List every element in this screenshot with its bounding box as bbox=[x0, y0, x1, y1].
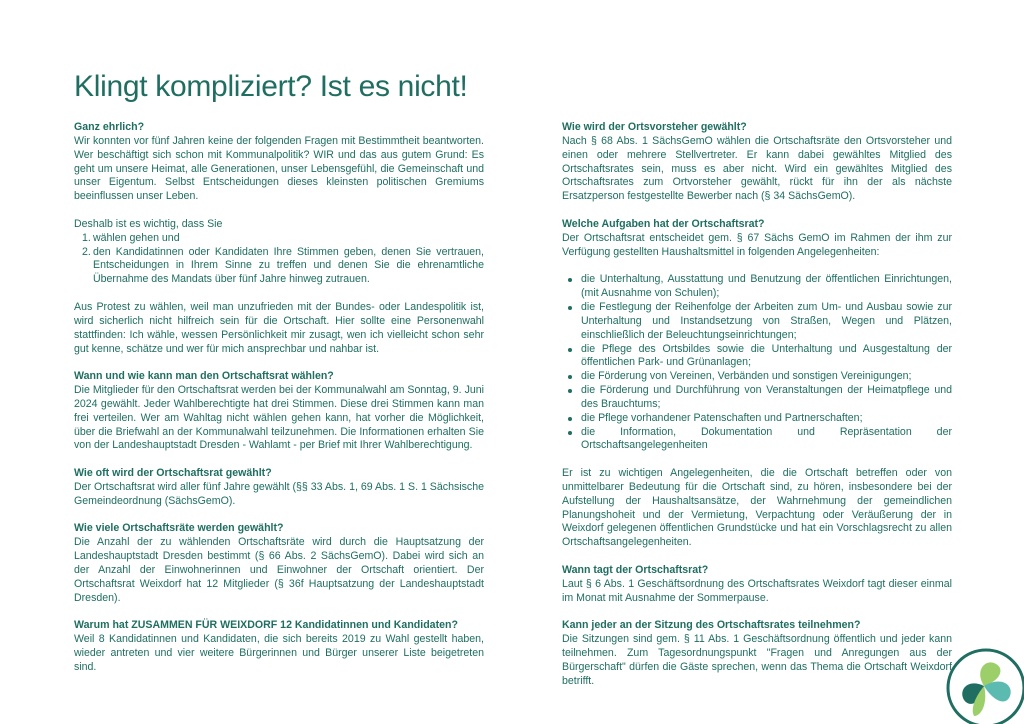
section-heading: Wie oft wird der Ortschaftsrat gewählt? bbox=[74, 467, 272, 480]
section-ortsvorsteher bbox=[562, 121, 952, 204]
section-text: Weil 8 Kandidatinnen und Kandidaten, die sich bereits 2019 zu Wahl gestellt haben, wieder antreten und vier weitere Bürgerinnen und Bürger unserer Liste beigetreten sind. bbox=[74, 633, 484, 673]
section-text: Er ist zu wichtigen Angelegenheiten, die die Ortschaft betreffen oder von unmittelbarer Bedeutung für die Ortschaft sind, zu hören, insbesondere bei der Aufstellung der Haushaltsansätze, der Wahrnehmung der gemeindlichen Planungshoheit und der Vermietung, Verpachtung oder Veräußerung der in Weixdorf gelegenen öffentlichen Grundstücke und hat ein Vorschlagsrecht zu allen Ortschaftsangelegenheiten. bbox=[562, 467, 952, 549]
section-deshalb bbox=[74, 218, 484, 287]
bullet-list bbox=[562, 273, 952, 453]
section-heading: Welche Aufgaben hat der Ortschaftsrat? bbox=[562, 217, 765, 230]
page-title: Klingt kompliziert? Ist es nicht! bbox=[74, 70, 468, 103]
bullet-icon bbox=[568, 375, 572, 379]
bullet-icon bbox=[568, 417, 572, 421]
section-heading: Wie viele Ortschaftsräte werden gewählt? bbox=[74, 522, 284, 535]
section-wann-tagt bbox=[562, 564, 952, 606]
bullet-icon bbox=[568, 278, 572, 282]
section-heading: Wann tagt der Ortschaftsrat? bbox=[562, 564, 709, 576]
list-item: 2. den Kandidatinnen oder Kandidaten Ihre Stimmen geben, denen Sie vertrauen, Entscheidungen in Ihrem Sinne zu treffen und denen Sie die ehrenamtliche Übernahme des Mandats über fünf Jahre hinweg zutrauen. bbox=[82, 245, 484, 286]
section-wie-viele bbox=[74, 522, 484, 605]
section-wie-oft bbox=[74, 467, 484, 509]
section-text: Wir konnten vor fünf Jahren keine der folgenden Fragen mit Bestimmtheit beantworten. Wer beschäftigt sich schon mit Kommunalpolitik? WIR und das aus gutem Grund: Es geht um unsere Heimat, alle Generationen, unser Lebensgefühl, die Gemeinschaft und unser Eigentum. Selbst Entscheidungen dieses kleinsten politischen Gremiums beeinflussen unser Leben. bbox=[74, 134, 484, 203]
section-heading: Ganz ehrlich? bbox=[74, 121, 145, 133]
section-text: Aus Protest zu wählen, weil man unzufrieden mit der Bundes- oder Landespolitik ist, wird sicherlich nicht hilfreich sein für die Ortschaft. Hier sollte eine Personenwahl stattfinden: Ich wähle, wessen Persönlichkeit mir zusagt, wen ich vielleicht schon sehr gut kenne, schätze und wer für mich ansprechbar und nahbar ist. bbox=[74, 300, 484, 355]
list-item: die Pflege vorhandener Patenschaften und Partnerschaften; bbox=[562, 412, 952, 426]
section-text: Der Ortschaftsrat entscheidet gem. § 67 Sächs GemO im Rahmen der ihm zur Verfügung gestellten Haushaltsmittel in folgenden Angelegenheiten: bbox=[562, 231, 952, 258]
section-heading: Wann und wie kann man den Ortschaftsrat wählen? bbox=[74, 370, 334, 383]
section-heading: Wie wird der Ortsvorsteher gewählt? bbox=[562, 121, 747, 133]
section-protest bbox=[74, 301, 484, 356]
bullet-icon bbox=[568, 348, 572, 352]
section-wann-wie bbox=[74, 370, 484, 453]
section-teilnehmen bbox=[562, 619, 952, 688]
list-item: die Information, Dokumentation und Repräsentation der Ortschaftsangelegenheiten bbox=[562, 426, 952, 454]
numbered-list bbox=[74, 232, 484, 287]
right-column bbox=[562, 121, 952, 702]
list-item: die Festlegung der Reihenfolge der Arbeiten zum Um- und Ausbau sowie zur Unterhaltung und Instandsetzung von Straßen, Wegen und Plätzen, einschließlich der Beleuchtungseinrichtungen; bbox=[562, 301, 952, 343]
bullet-icon bbox=[568, 389, 572, 393]
section-text: Laut § 6 Abs. 1 Geschäftsordnung des Ortschaftsrates Weixdorf tagt dieser einmal im Monat mit Ausnahme der Sommerpause. bbox=[562, 577, 952, 604]
section-text: Die Sitzungen sind gem. § 11 Abs. 1 Geschäftsordnung öffentlich und jeder kann teilnehmen. Zum Tagesordnungspunkt "Fragen und Anregungen aus der Bürgerschaft" dürfen die Gäste sprechen, wenn das Thema die Ortschaft Weixdorf betrifft. bbox=[562, 633, 952, 687]
section-intro: Deshalb ist es wichtig, dass Sie bbox=[74, 217, 223, 230]
section-text: Der Ortschaftsrat wird aller fünf Jahre gewählt (§§ 33 Abs. 1, 69 Abs. 1 S. 1 Sächsische Gemeindeordnung (SächsGemO). bbox=[74, 480, 484, 507]
section-heading: Warum hat ZUSAMMEN FÜR WEIXDORF 12 Kandidatinnen und Kandidaten? bbox=[74, 619, 458, 632]
section-warum-12 bbox=[74, 619, 484, 674]
list-item: die Pflege des Ortsbildes sowie die Unterhaltung und Ausgestaltung der öffentlichen Park- und Grünanlagen; bbox=[562, 343, 952, 371]
list-item: die Unterhaltung, Ausstattung und Benutzung der öffentlichen Einrichtungen, (mit Ausnahme von Schulen); bbox=[562, 273, 952, 301]
bullet-icon bbox=[568, 431, 572, 435]
clover-leaf-logo-icon bbox=[944, 646, 1024, 724]
left-column bbox=[74, 121, 484, 689]
section-text: Nach § 68 Abs. 1 SächsGemO wählen die Ortschaftsräte den Ortsvorsteher und einen oder mehrere Stellvertreter. Er kann dabei gewähltes Mitglied des Ortschaftsrates sein, muss es aber nicht. Wird ein gewähltes Mitglied des Ortschaftsrates zum Ortvorsteher gewählt, rückt für ihn der als nächste Ersatzperson festgestellte Bewerber nach (§ 34 SächsGemO). bbox=[562, 134, 952, 203]
section-aufgaben bbox=[562, 218, 952, 550]
list-item: die Förderung und Durchführung von Veranstaltungen der Heimatpflege und des Brauchtums; bbox=[562, 384, 952, 412]
list-item: 1. wählen gehen und bbox=[82, 231, 180, 244]
section-text: Die Mitglieder für den Ortschaftsrat werden bei der Kommunalwahl am Sonntag, 9. Juni 2024 gewählt. Jeder Wahlberechtigte hat drei Stimmen. Diese drei Stimmen kann man frei verteilen. Wer am Wahltag nicht wählen gehen kann, hat vorher die Möglichkeit, über die Briefwahl an der Kommunalwahl teilzunehmen. Die Informationen erhalten Sie von der Landeshauptstadt Dresden - Wahlamt - per Brief mit Ihrer Wahlberechtigung. bbox=[74, 384, 484, 452]
section-ganz-ehrlich bbox=[74, 121, 484, 204]
section-heading: Kann jeder an der Sitzung des Ortschaftsrates teilnehmen? bbox=[562, 619, 861, 632]
list-item: die Förderung von Vereinen, Verbänden und sonstigen Vereinigungen; bbox=[562, 370, 952, 384]
bullet-icon bbox=[568, 306, 572, 310]
section-text: Die Anzahl der zu wählenden Ortschaftsräte wird durch die Hauptsatzung der Landeshauptstadt Dresden bestimmt (§ 66 Abs. 2 SächsGemO). Dabei wird sich an der Anzahl der Einwohnerinnen und Einwohner der Ortschaft orientiert. Der Ortschaftsrat Weixdorf hat 12 Mitglieder (§ 36f Hauptsatzung der Landeshauptstadt Dresden). bbox=[74, 536, 484, 604]
